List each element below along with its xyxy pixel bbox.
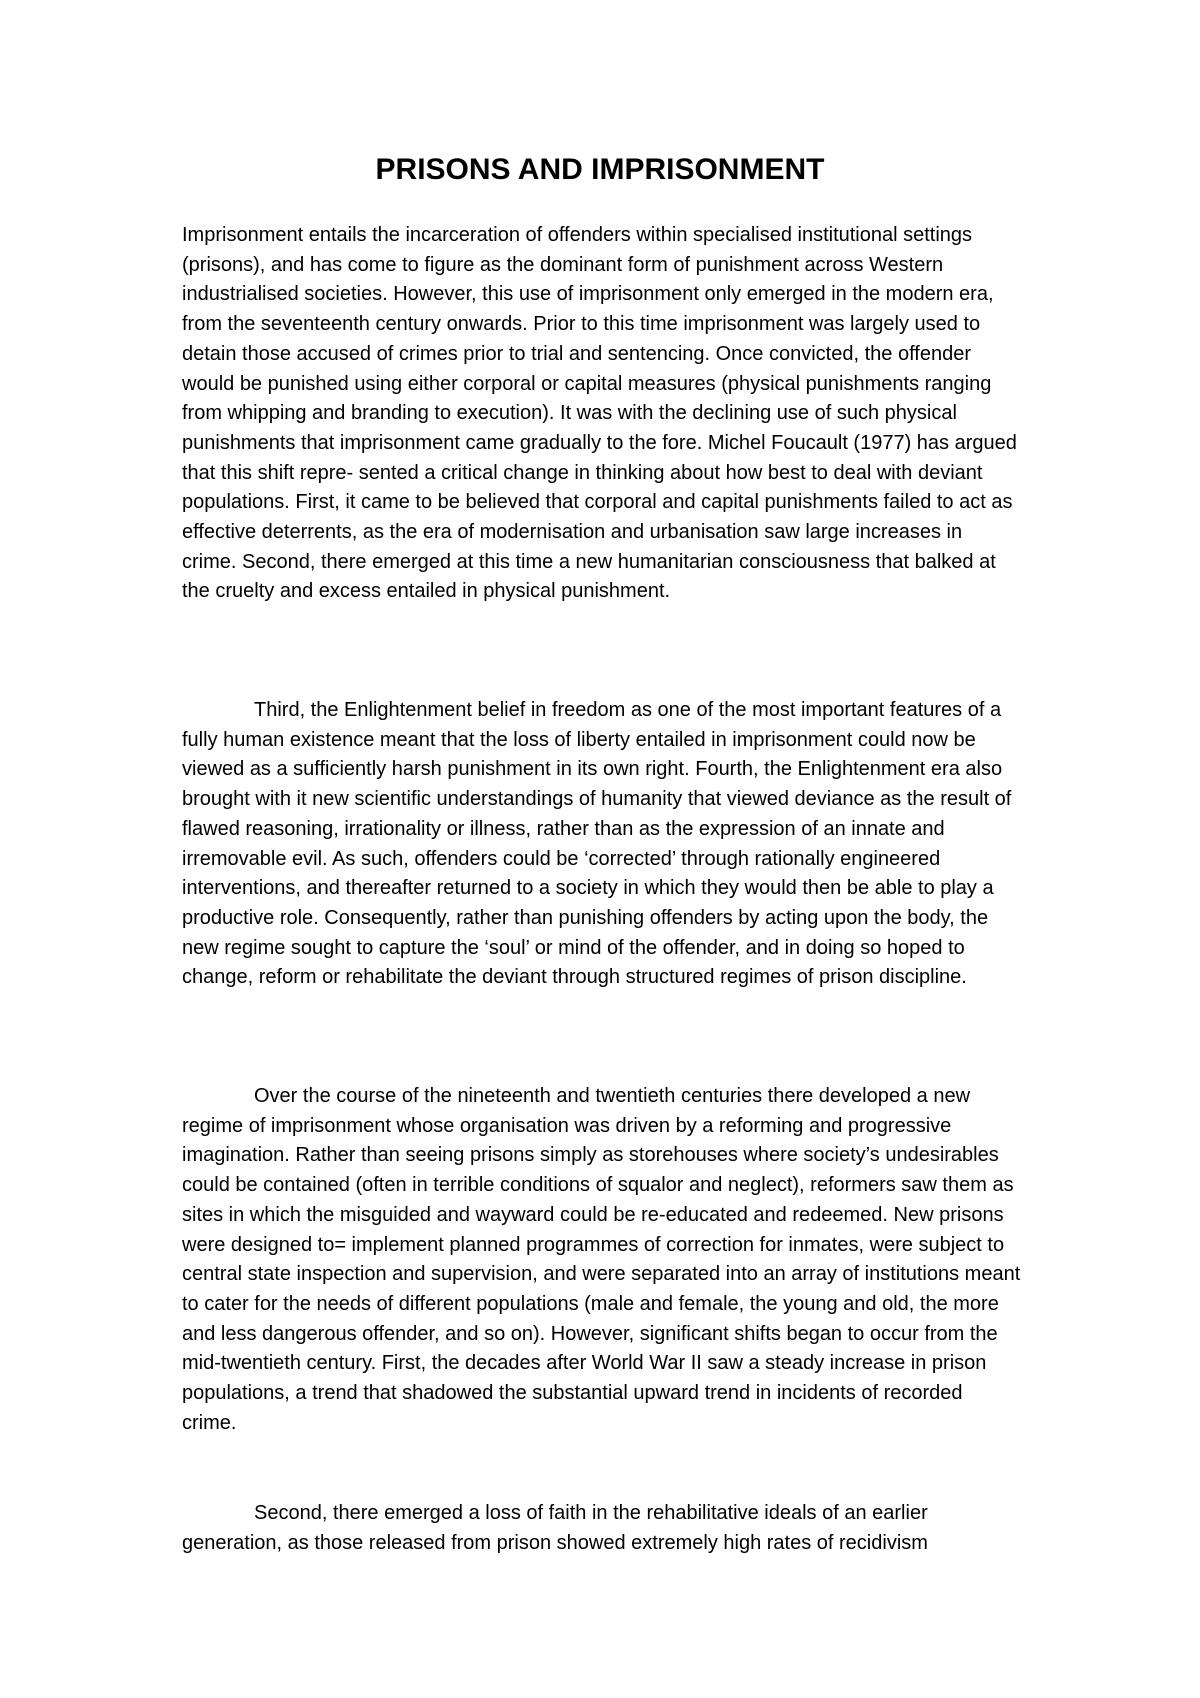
paragraph-nineteenth-century [182, 1082, 1022, 1438]
paragraph-enlightenment [182, 696, 1022, 993]
paragraph-text: Second, there emerged a loss of faith in the rehabilitative ideals of an earlier generation, as those released from prison showed extremely high rates of recidivism [182, 1502, 928, 1554]
page-title: PRISONS AND IMPRISONMENT [375, 153, 825, 186]
paragraph-text: Over the course of the nineteenth and twentieth centuries there developed a new regime of imprisonment whose organisation was driven by a reforming and progressive imagination. Rather than seeing prisons simply as storehouses where society’s undesirables could be contained (often in terrible conditions of squalor and neglect), reformers saw them as sites in which the misguided and wayward could be re-educated and redeemed. New prisons were designed to= implement planned programmes of correction for inmates, were subject to central state inspection and supervision, and were separated into an array of institutions meant to cater for the needs of different populations (male and female, the young and old, the more and less dangerous offender, and so on). However, significant shifts began to occur from the mid-twentieth century. First, the decades after World War II saw a steady increase in prison populations, a trend that shadowed the substantial upward trend in incidents of recorded crime. [182, 1085, 1021, 1434]
paragraph-intro: Imprisonment entails the incarceration of offenders within specialised institutional settings (prisons), and has come to figure as the dominant form of punishment across Western industrialised societies. However, this use of imprisonment only emerged in the modern era, from the seventeenth century onwards. Prior to this time imprisonment was largely used to detain those accused of crimes prior to trial and sentencing. Once convicted, the offender would be punished using either corporal or capital measures (physical punishments ranging from whipping and branding to execution). It was with the declining use of such physical punishments that imprisonment came gradually to the fore. Michel Foucault (1977) has argued that this shift repre- sented a critical change in thinking about how best to deal with deviant populations. First, it came to be believed that corporal and capital punishments failed to act as effective deterrents, as the era of modernisation and urbanisation saw large increases in crime. Second, there emerged at this time a new humanitarian consciousness that balked at the cruelty and excess entailed in physical punishment. [182, 224, 1017, 603]
paragraph-text: Third, the Enlightenment belief in freedom as one of the most important features of a fully human existence meant that the loss of liberty entailed in imprisonment could now be viewed as a sufficiently harsh punishment in its own right. Fourth, the Enlightenment era also brought with it new scientific understandings of humanity that viewed deviance as the result of flawed reasoning, irrationality or illness, rather than as the expression of an innate and irremovable evil. As such, offenders could be ‘corrected’ through rationally engineered interventions, and thereafter returned to a society in which they would then be able to play a productive role. Consequently, rather than punishing offenders by acting upon the body, the new regime sought to capture the ‘soul’ or mind of the offender, and in doing so hoped to change, reform or rehabilitate the deviant through structured regimes of prison discipline. [182, 699, 1012, 989]
paragraph-loss-of-faith [182, 1499, 1022, 1558]
